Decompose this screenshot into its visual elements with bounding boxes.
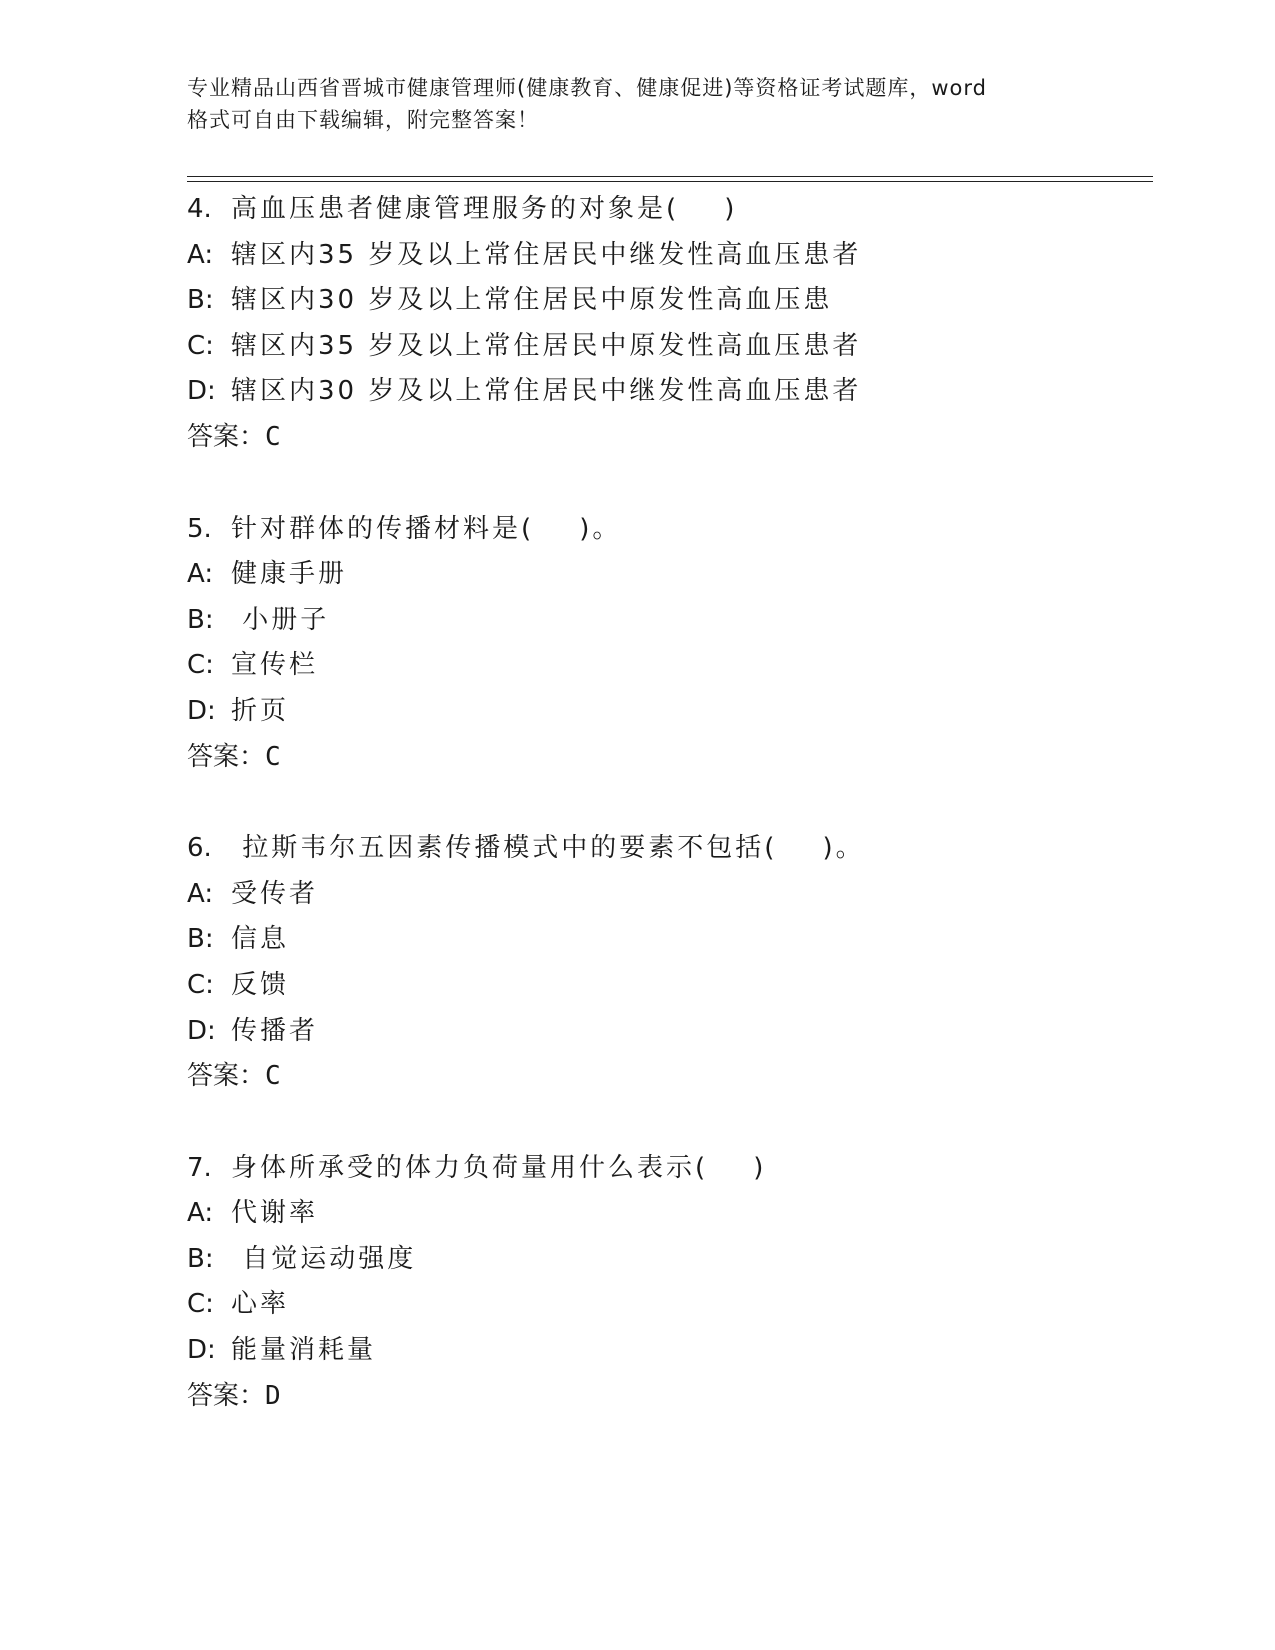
option-label: A:: [187, 239, 214, 270]
answer-value: D: [265, 1380, 281, 1411]
answer-value: C: [265, 1061, 281, 1092]
option-a: [187, 872, 1147, 918]
option-text: 辖区内35 岁及以上常住居民中原发性高血压患者: [231, 330, 862, 361]
option-text: 折页: [231, 695, 290, 726]
question-stem: [187, 187, 1147, 233]
option-text: 健康手册: [231, 559, 348, 590]
option-label: D:: [187, 1015, 216, 1046]
header-line-1: 专业精品山西省晋城市健康管理师(健康教育、健康促进)等资格证考试题库，word: [187, 76, 988, 100]
document-header: [187, 72, 1087, 136]
question-text: 拉斯韦尔五因素传播模式中的要素不包括( )。: [231, 833, 865, 864]
answer-line: [187, 1054, 1147, 1100]
option-b: [187, 1237, 1147, 1283]
option-b: [187, 917, 1147, 963]
option-b: [187, 598, 1147, 644]
header-divider-top: [187, 176, 1153, 177]
answer-label: 答案：: [187, 1061, 266, 1092]
option-label: A:: [187, 559, 214, 590]
option-text: 信息: [231, 924, 290, 955]
question-item: [187, 187, 1147, 461]
option-label: C:: [187, 650, 214, 681]
question-text: 身体所承受的体力负荷量用什么表示( ): [231, 1152, 767, 1183]
answer-label: 答案：: [187, 421, 266, 452]
option-label: B:: [187, 604, 214, 635]
question-number: 4.: [187, 194, 212, 224]
question-number: 5.: [187, 513, 212, 544]
option-label: B:: [187, 285, 214, 316]
question-item: [187, 507, 1147, 781]
option-label: B:: [187, 1243, 214, 1274]
question-list: [187, 187, 1147, 1465]
option-text: 传播者: [231, 1015, 319, 1046]
option-d: [187, 369, 1147, 415]
answer-label: 答案：: [187, 1380, 266, 1411]
option-text: 代谢率: [231, 1198, 319, 1229]
answer-line: [187, 1374, 1147, 1420]
option-text: 辖区内30 岁及以上常住居民中继发性高血压患者: [231, 376, 862, 407]
answer-value: C: [265, 741, 281, 772]
option-label: A:: [187, 1198, 214, 1229]
question-number: 6.: [187, 833, 212, 864]
option-text: 心率: [231, 1289, 290, 1320]
option-a: [187, 552, 1147, 598]
option-text: 宣传栏: [231, 650, 319, 681]
answer-value: C: [265, 421, 281, 452]
option-a: [187, 233, 1147, 279]
option-c: [187, 324, 1147, 370]
option-label: C:: [187, 330, 214, 361]
answer-line: [187, 735, 1147, 781]
question-stem: [187, 507, 1147, 553]
option-label: A:: [187, 878, 214, 909]
header-divider-bottom: [187, 181, 1153, 182]
question-item: [187, 826, 1147, 1100]
question-stem: [187, 1146, 1147, 1192]
option-label: C:: [187, 969, 214, 1000]
option-text: 能量消耗量: [231, 1335, 377, 1366]
option-text: 辖区内30 岁及以上常住居民中原发性高血压患: [231, 285, 833, 316]
question-item: [187, 1146, 1147, 1420]
option-d: [187, 689, 1147, 735]
option-a: [187, 1191, 1147, 1237]
option-c: [187, 963, 1147, 1009]
option-text: 小册子: [231, 604, 330, 635]
header-line-2: 格式可自由下载编辑，附完整答案！: [187, 108, 539, 132]
option-d: [187, 1009, 1147, 1055]
option-text: 受传者: [231, 878, 319, 909]
option-b: [187, 278, 1147, 324]
question-stem: [187, 826, 1147, 872]
option-c: [187, 1282, 1147, 1328]
option-label: D:: [187, 1335, 216, 1366]
question-number: 7.: [187, 1152, 212, 1183]
option-label: D:: [187, 695, 216, 726]
option-label: B:: [187, 924, 214, 955]
option-d: [187, 1328, 1147, 1374]
option-label: D:: [187, 376, 216, 407]
option-text: 自觉运动强度: [231, 1243, 417, 1274]
option-text: 辖区内35 岁及以上常住居民中继发性高血压患者: [231, 239, 862, 270]
option-text: 反馈: [231, 969, 290, 1000]
answer-line: [187, 415, 1147, 461]
option-c: [187, 643, 1147, 689]
question-text: 高血压患者健康管理服务的对象是( ): [231, 194, 738, 224]
answer-label: 答案：: [187, 741, 266, 772]
question-text: 针对群体的传播材料是( )。: [231, 513, 622, 544]
option-label: C:: [187, 1289, 214, 1320]
